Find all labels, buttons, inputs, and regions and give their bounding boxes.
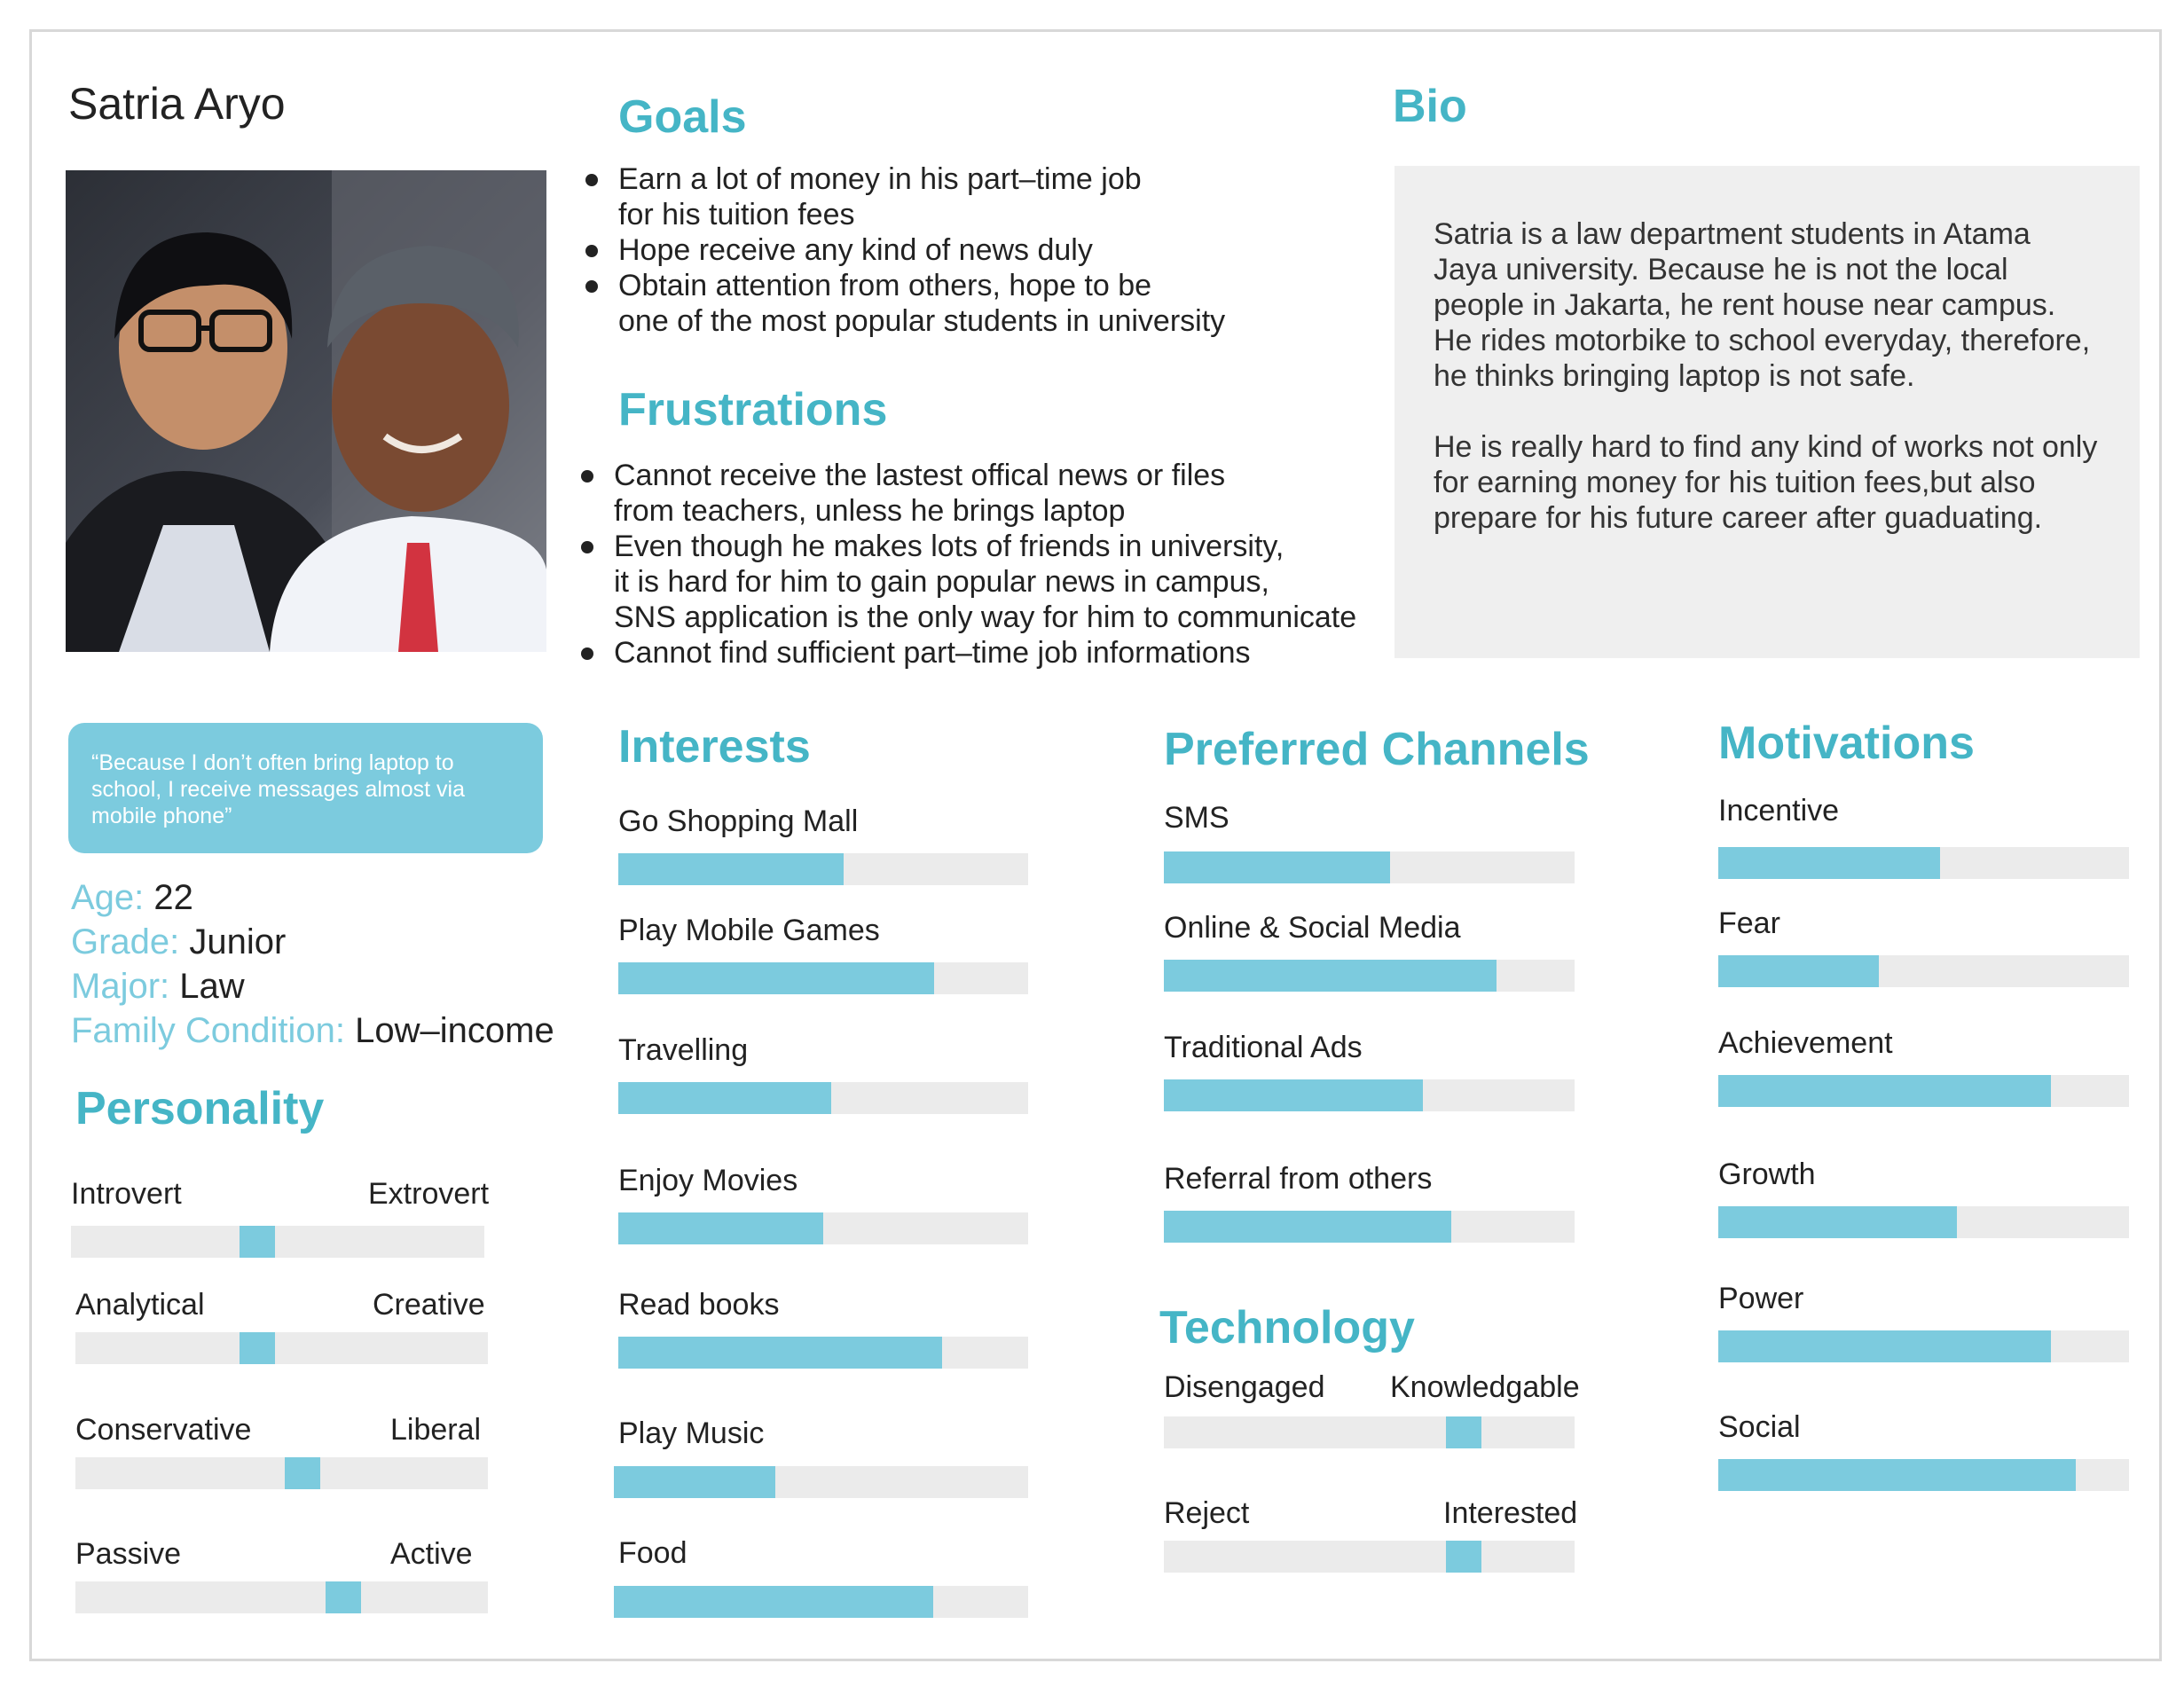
scale-left-label: Passive [75,1537,182,1571]
interest-label: Go Shopping Mall [618,804,859,838]
bar-fill [618,962,934,994]
interest-bar [618,1082,1028,1114]
channel-label: Online & Social Media [1164,911,1461,945]
motivation-label: Social [1718,1410,1801,1444]
scale-right-label: Creative [373,1288,485,1322]
goals-list [618,161,1292,339]
major-value: Law [179,967,245,1006]
interest-label: Food [618,1536,687,1570]
bar-fill [1164,960,1497,992]
motivation-bar [1718,1075,2129,1107]
interest-label: Play Music [618,1416,765,1450]
bar-fill [1164,1079,1423,1111]
scale-right-label: Extrovert [368,1177,490,1211]
frustration-item: Even though he makes lots of friends in university, it is hard for him to gain popular news in campus, SNS application is the only way for him to communicate [614,529,1394,635]
bar-fill [614,1586,933,1618]
family-label: Family Condition: [71,1011,346,1050]
slider-knob[interactable] [1446,1541,1481,1573]
persona-quote: “Because I don’t often bring laptop to school, I receive messages almost via mobile phone” [68,723,543,853]
interest-bar [618,1212,1028,1244]
motivation-bar [1718,1330,2129,1362]
disengaged-knowledgable-slider[interactable] [1164,1416,1575,1448]
bar-fill [1718,847,1940,879]
bio-box [1394,166,2140,658]
bar-fill [1718,955,1879,987]
bio-paragraph: He is really hard to find any kind of works not only for earning money for his tuition fees,but also prepare for his future career after guaduating. [1434,430,2098,535]
interest-label: Travelling [618,1033,749,1067]
bio-title: Bio [1393,81,1467,132]
scale-left-label: Disengaged [1164,1370,1325,1404]
slider-knob[interactable] [285,1457,320,1489]
analytical-creative-slider[interactable] [75,1332,488,1364]
channel-bar [1164,960,1575,992]
goal-item: Obtain attention from others, hope to be one of the most popular students in university [618,268,1292,339]
major-label: Major: [71,967,170,1006]
motivation-label: Achievement [1718,1026,1893,1060]
reject-interested-slider[interactable] [1164,1541,1575,1573]
conservative-liberal-slider[interactable] [75,1457,488,1489]
grade-label: Grade: [71,922,180,961]
introvert-extrovert-slider[interactable] [71,1226,484,1258]
scale-right-label: Interested [1443,1496,1578,1530]
channel-label: SMS [1164,801,1229,835]
persona-name: Satria Aryo [68,79,286,129]
scale-left-label: Analytical [75,1288,205,1322]
technology-title: Technology [1159,1302,1415,1354]
bar-fill [1164,851,1390,883]
interests-title: Interests [618,721,811,773]
motivations-title: Motivations [1718,718,1975,769]
scale-right-label: Active [390,1537,473,1571]
interest-bar [618,962,1028,994]
frustration-item: Cannot receive the lastest offical news or files from teachers, unless he brings laptop [614,458,1394,529]
frustrations-list [614,458,1394,671]
grade-row [71,922,286,962]
bar-fill [1718,1330,2051,1362]
grade-value: Junior [189,922,287,961]
scale-right-label: Liberal [390,1413,482,1447]
channel-label: Traditional Ads [1164,1031,1363,1064]
motivation-bar [1718,955,2129,987]
persona-photo [66,170,546,652]
goal-item: Earn a lot of money in his part–time job for his tuition fees [618,161,1292,232]
interest-bar [614,1466,1028,1498]
interest-bar [618,1337,1028,1369]
goals-title: Goals [618,91,747,143]
passive-active-slider[interactable] [75,1581,488,1613]
slider-knob[interactable] [240,1226,275,1258]
slider-knob[interactable] [1446,1416,1481,1448]
bar-fill [618,1337,942,1369]
interest-bar [614,1586,1028,1618]
channel-label: Referral from others [1164,1162,1433,1196]
motivation-label: Growth [1718,1157,1816,1191]
channels-title: Preferred Channels [1164,724,1590,775]
bar-fill [618,1082,831,1114]
motivation-bar [1718,1206,2129,1238]
age-row [71,878,193,918]
family-row [71,1011,554,1051]
channel-bar [1164,1211,1575,1243]
scale-left-label: Conservative [75,1413,252,1447]
bar-fill [614,1466,775,1498]
interest-label: Play Mobile Games [618,914,880,947]
scale-right-label: Knowledgable [1390,1370,1580,1404]
bar-fill [1718,1206,1957,1238]
age-label: Age: [71,878,145,917]
motivation-bar [1718,1459,2129,1491]
scale-left-label: Reject [1164,1496,1250,1530]
bar-fill [618,853,844,885]
bar-fill [618,1212,823,1244]
family-value: Low–income [355,1011,554,1050]
interest-label: Enjoy Movies [618,1164,798,1197]
bio-paragraph: Satria is a law department students in Atama Jaya university. Because he is not the local people in Jakarta, he rent house near campus. He rides motorbike to school everyday, therefore, he thinks bringing laptop is not safe. [1434,217,2091,393]
goal-item: Hope receive any kind of news duly [618,232,1292,268]
frustration-item: Cannot find sufficient part–time job informations [614,635,1394,671]
frustrations-title: Frustrations [618,384,888,435]
major-row [71,967,245,1007]
motivation-label: Power [1718,1282,1804,1315]
channel-bar [1164,851,1575,883]
scale-left-label: Introvert [71,1177,182,1211]
motivation-label: Fear [1718,906,1780,940]
personality-title: Personality [75,1083,325,1134]
slider-knob[interactable] [326,1581,361,1613]
motivation-label: Incentive [1718,794,1840,828]
slider-knob[interactable] [240,1332,275,1364]
bar-fill [1164,1211,1451,1243]
channel-bar [1164,1079,1575,1111]
bar-fill [1718,1459,2076,1491]
bar-fill [1718,1075,2051,1107]
age-value: 22 [153,878,193,917]
interest-bar [618,853,1028,885]
motivation-bar [1718,847,2129,879]
interest-label: Read books [618,1288,780,1322]
